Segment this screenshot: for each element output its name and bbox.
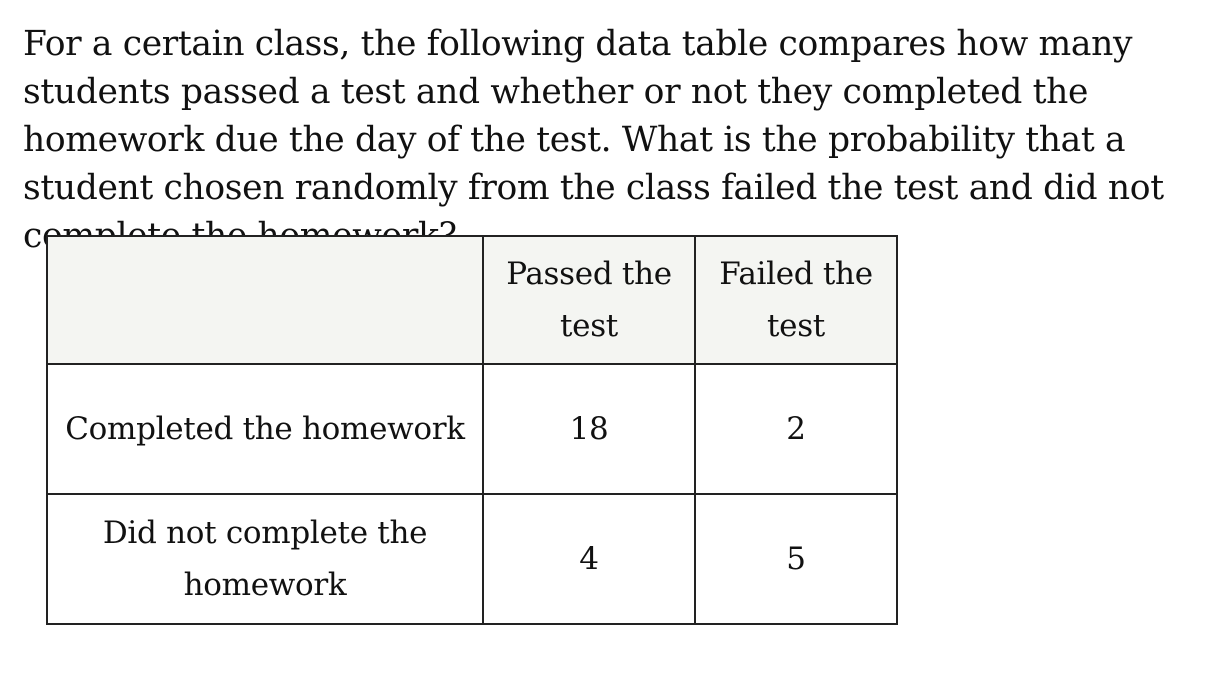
row-label-not-completed: Did not complete the homework [47,494,483,624]
table-header-row [47,236,897,364]
table-corner-cell [47,236,483,364]
cell-not-completed-passed: 4 [483,494,695,624]
cell-completed-failed: 2 [695,364,897,494]
table-row [47,494,897,624]
cell-not-completed-failed: 5 [695,494,897,624]
question-text: For a certain class, the following data table compares how many students passed a test and whether or not they completed the homework due the day of the test. What is the probability that a student chosen randomly from the class failed the test and did not complete the homework? [23,24,1164,256]
table-row [47,364,897,494]
column-header-failed: Failed the test [695,236,897,364]
data-table [46,235,898,625]
row-label-completed: Completed the homework [47,364,483,494]
column-header-passed: Passed the test [483,236,695,364]
cell-completed-passed: 18 [483,364,695,494]
